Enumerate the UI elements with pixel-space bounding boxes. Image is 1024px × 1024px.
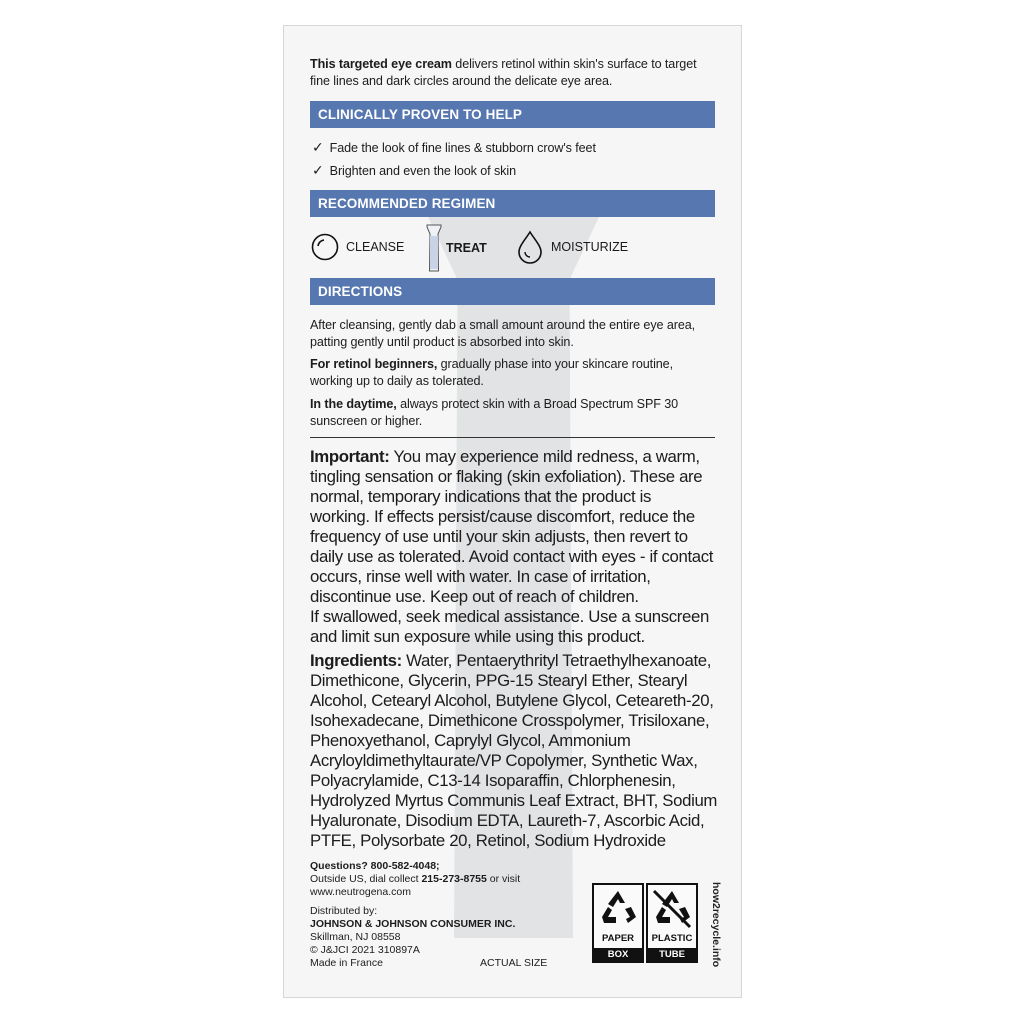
important-line: discontinue use. Keep out of reach of children. xyxy=(310,587,639,606)
directions-bold: For retinol beginners, xyxy=(310,357,438,371)
important-line: occurs, rinse well with water. In case of irritation, xyxy=(310,567,651,586)
recycle-material-label: PLASTIC xyxy=(651,933,693,944)
recycle-plastic-tube xyxy=(646,883,698,963)
cleanser-icon xyxy=(310,232,340,262)
important-line: and limit sun exposure while using this product. xyxy=(310,627,645,646)
recycle-paper-box xyxy=(592,883,644,963)
ingredients-line: PTFE, Polysorbate 20, Retinol, Sodium Hydroxide xyxy=(310,831,666,850)
distributor-info xyxy=(310,905,610,970)
important-line: tingling sensation or flaking (skin exfoliation). These are xyxy=(310,467,703,486)
ingredients-line: Phenoxyethanol, Caprylyl Glycol, Ammonium xyxy=(310,731,631,750)
directions-text: sunscreen or higher. xyxy=(310,414,423,428)
directions-text: gradually phase into your skincare routine, xyxy=(437,357,673,371)
section-divider xyxy=(310,437,715,438)
directions-paragraph-1 xyxy=(310,317,730,351)
clinical-item-2 xyxy=(312,162,516,180)
intro-text xyxy=(310,56,730,90)
intro-rest: delivers retinol within skin's surface to target xyxy=(451,57,697,71)
important-line: normal, temporary indications that the product is xyxy=(310,487,652,506)
outside-us-text: or visit xyxy=(486,873,521,885)
regimen-step-cleanse xyxy=(310,232,404,262)
important-label: Important: xyxy=(310,447,390,466)
recycle-crossed-icon xyxy=(648,887,696,931)
important-line: If swallowed, seek medical assistance. Use a sunscreen xyxy=(310,607,709,626)
checkmark-icon: ✓ xyxy=(312,162,324,178)
directions-text: patting gently until product is absorbed into skin. xyxy=(310,335,574,349)
contact-info xyxy=(310,860,610,899)
regimen-step-label: CLEANSE xyxy=(346,240,405,254)
regimen-header: RECOMMENDED REGIMEN xyxy=(310,190,715,217)
company-address: Skillman, NJ 08558 xyxy=(310,931,401,943)
important-warning xyxy=(310,447,730,647)
directions-paragraph-3 xyxy=(310,396,730,430)
intro-lead: This targeted eye cream xyxy=(310,57,452,71)
copyright: © J&JCI 2021 310897A xyxy=(310,944,420,956)
ingredients-line: Polyacrylamide, C13-14 Isoparaffin, Chlorphenesin, xyxy=(310,771,676,790)
directions-paragraph-2 xyxy=(310,356,730,390)
ingredients-line: Acryloyldimethyltaurate/VP Copolymer, Synthetic Wax, xyxy=(310,751,698,770)
regimen-step-treat xyxy=(426,224,487,272)
clinical-item-text: Brighten and even the look of skin xyxy=(329,164,516,178)
ingredients-line: Isohexadecane, Dimethicone Crosspolymer, Trisiloxane, xyxy=(310,711,710,730)
recycle-material-label: PAPER xyxy=(601,933,635,944)
directions-text: After cleansing, gently dab a small amount around the entire eye area, xyxy=(310,318,696,332)
recycle-item-label: TUBE xyxy=(648,948,696,961)
ingredients-line: Hydrolyzed Myrtus Communis Leaf Extract, BHT, Sodium xyxy=(310,791,718,810)
clinical-header: CLINICALLY PROVEN TO HELP xyxy=(310,101,715,128)
outside-us-phone: 215-273-8755 xyxy=(421,873,487,885)
important-line: frequency of use until your skin adjusts, then revert to xyxy=(310,527,688,546)
ingredients-label: Ingredients: xyxy=(310,651,402,670)
outside-us-text: Outside US, dial collect xyxy=(310,873,422,885)
droplet-icon xyxy=(516,230,544,264)
directions-bold: In the daytime, xyxy=(310,397,397,411)
clinical-item-text: Fade the look of fine lines & stubborn crow's feet xyxy=(329,141,596,155)
ingredients-list xyxy=(310,651,730,851)
intro-line2: fine lines and dark circles around the delicate eye area. xyxy=(310,74,613,88)
clinical-item-1 xyxy=(312,139,596,157)
recycle-icon xyxy=(594,887,642,931)
important-line: You may experience mild redness, a warm, xyxy=(389,447,700,466)
distributed-by: Distributed by: xyxy=(310,905,378,917)
ingredients-line: Water, Pentaerythrityl Tetraethylhexanoate, xyxy=(401,651,712,670)
important-line: working. If effects persist/cause discomfort, reduce the xyxy=(310,507,695,526)
regimen-step-label: TREAT xyxy=(446,241,487,255)
directions-text: working up to daily as tolerated. xyxy=(310,374,484,388)
important-line: daily use as tolerated. Avoid contact with eyes - if contact xyxy=(310,547,714,566)
directions-header: DIRECTIONS xyxy=(310,278,715,305)
made-in: Made in France xyxy=(310,957,383,969)
tube-icon xyxy=(426,224,442,272)
ingredients-line: Alcohol, Cetearyl Alcohol, Butylene Glycol, Ceteareth-20, xyxy=(310,691,714,710)
recycle-item-label: BOX xyxy=(594,948,642,961)
company-name: JOHNSON & JOHNSON CONSUMER INC. xyxy=(310,918,516,930)
ingredients-line: Hyaluronate, Disodium EDTA, Laureth-7, Ascorbic Acid, xyxy=(310,811,705,830)
directions-text: always protect skin with a Broad Spectrum SPF 30 xyxy=(396,397,679,411)
actual-size-label: ACTUAL SIZE xyxy=(480,957,548,969)
regimen-step-moisturize xyxy=(516,230,628,264)
ingredients-line: Dimethicone, Glycerin, PPG-15 Stearyl Ether, Stearyl xyxy=(310,671,688,690)
how2recycle-website: how2recycle.info xyxy=(710,882,722,968)
regimen-step-label: MOISTURIZE xyxy=(551,240,629,254)
website-link[interactable]: www.neutrogena.com xyxy=(310,886,411,898)
checkmark-icon: ✓ xyxy=(312,139,324,155)
questions-phone: Questions? 800-582-4048; xyxy=(310,860,440,872)
